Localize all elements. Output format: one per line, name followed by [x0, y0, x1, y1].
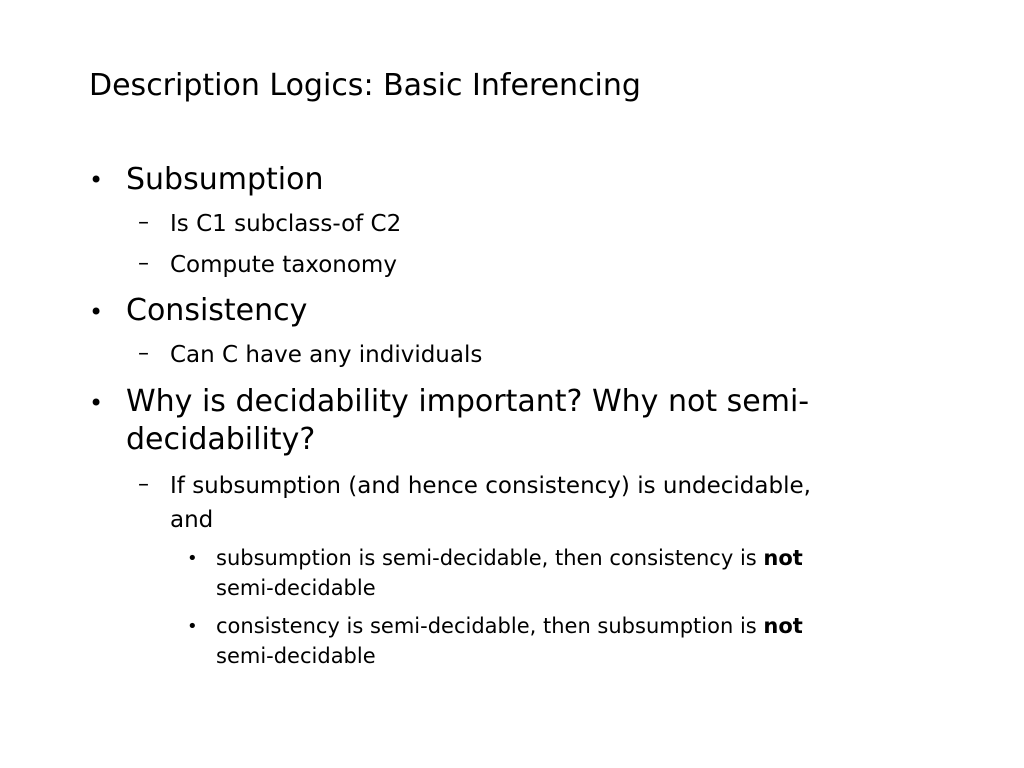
emphasis-not: not — [763, 614, 803, 638]
bullet-consistency: Consistency — [126, 293, 308, 328]
bullet-icon: • — [187, 548, 198, 569]
sub-bullet-undecidable-line2: and — [170, 507, 214, 533]
dash-icon: – — [138, 472, 149, 497]
sub-bullet-compute-taxonomy: Compute taxonomy — [170, 252, 397, 278]
bullet-icon: • — [89, 166, 104, 194]
sub-bullet-undecidable-line1: If subsumption (and hence consistency) is undecidable, — [170, 473, 811, 499]
dash-icon: – — [138, 341, 149, 366]
bullet-decidability-line1: Why is decidability important? Why not semi- — [126, 384, 810, 419]
bullet-icon: • — [89, 298, 104, 326]
sub-sub-bullet-1-line1: subsumption is semi-decidable, then consistency is not — [216, 546, 803, 570]
bullet-icon: • — [89, 389, 104, 417]
sub-sub-bullet-2-line1: consistency is semi-decidable, then subsumption is not — [216, 614, 803, 638]
sub-bullet-c1-subclass: Is C1 subclass-of C2 — [170, 211, 402, 237]
sub-sub-bullet-2-line2: semi-decidable — [216, 644, 376, 668]
dash-icon: – — [138, 210, 149, 235]
sub-sub-bullet-1-line2: semi-decidable — [216, 576, 376, 600]
bullet-subsumption: Subsumption — [126, 162, 324, 197]
emphasis-not: not — [763, 546, 803, 570]
bullet-icon: • — [187, 616, 198, 637]
dash-icon: – — [138, 251, 149, 276]
slide-title: Description Logics: Basic Inferencing — [89, 68, 641, 103]
sub-bullet-individuals: Can C have any individuals — [170, 342, 483, 368]
bullet-decidability-line2: decidability? — [126, 422, 316, 457]
